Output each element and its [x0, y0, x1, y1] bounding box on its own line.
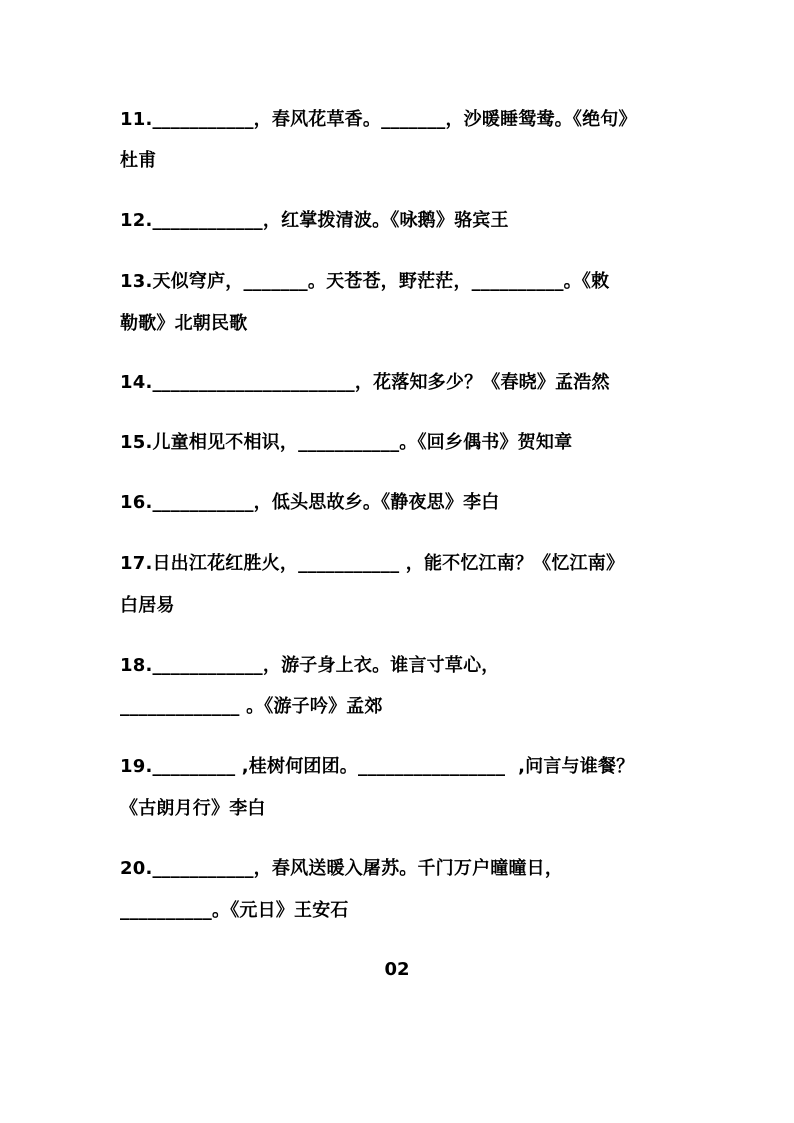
question-15-line-1: 15.儿童相见不相识，___________。《回乡偶书》贺知章 — [120, 432, 573, 453]
question-18-line-2: _____________ 。《游子吟》孟郊 — [120, 696, 383, 717]
page-number: 02 — [384, 959, 410, 980]
question-18-line-1: 18.____________，游子身上衣。谁言寸草心， — [120, 655, 500, 676]
question-12-line-1: 12.____________，红掌拨清波。《咏鹅》骆宾王 — [120, 210, 509, 231]
question-11-line-1: 11.___________，春风花草香。_______，沙暖睡鸳鸯。《绝句》 — [120, 109, 637, 130]
question-19-line-2: 《古朗月行》李白 — [120, 798, 266, 819]
question-17-line-1: 17.日出江花红胜火，___________ ，能不忆江南？《忆江南》 — [120, 553, 625, 574]
question-19-line-1: 19._________ ,桂树何团团。________________ ,问言与谁餐？ — [120, 756, 635, 777]
question-17-line-2: 白居易 — [120, 595, 175, 616]
question-20-line-1: 20.___________，春风送暖入屠苏。千门万户曈曈日， — [120, 858, 564, 879]
question-14-line-1: 14.______________________，花落知多少？《春晓》孟浩然 — [120, 372, 610, 393]
question-20-line-2: __________。《元日》王安石 — [120, 900, 349, 921]
question-16-line-1: 16.___________，低头思故乡。《静夜思》李白 — [120, 492, 500, 513]
question-11-line-2: 杜甫 — [120, 150, 157, 171]
question-13-line-2: 勒歌》北朝民歌 — [120, 313, 248, 334]
question-13-line-1: 13.天似穹庐，_______。天苍苍，野茫茫，__________。《敕 — [120, 271, 610, 292]
